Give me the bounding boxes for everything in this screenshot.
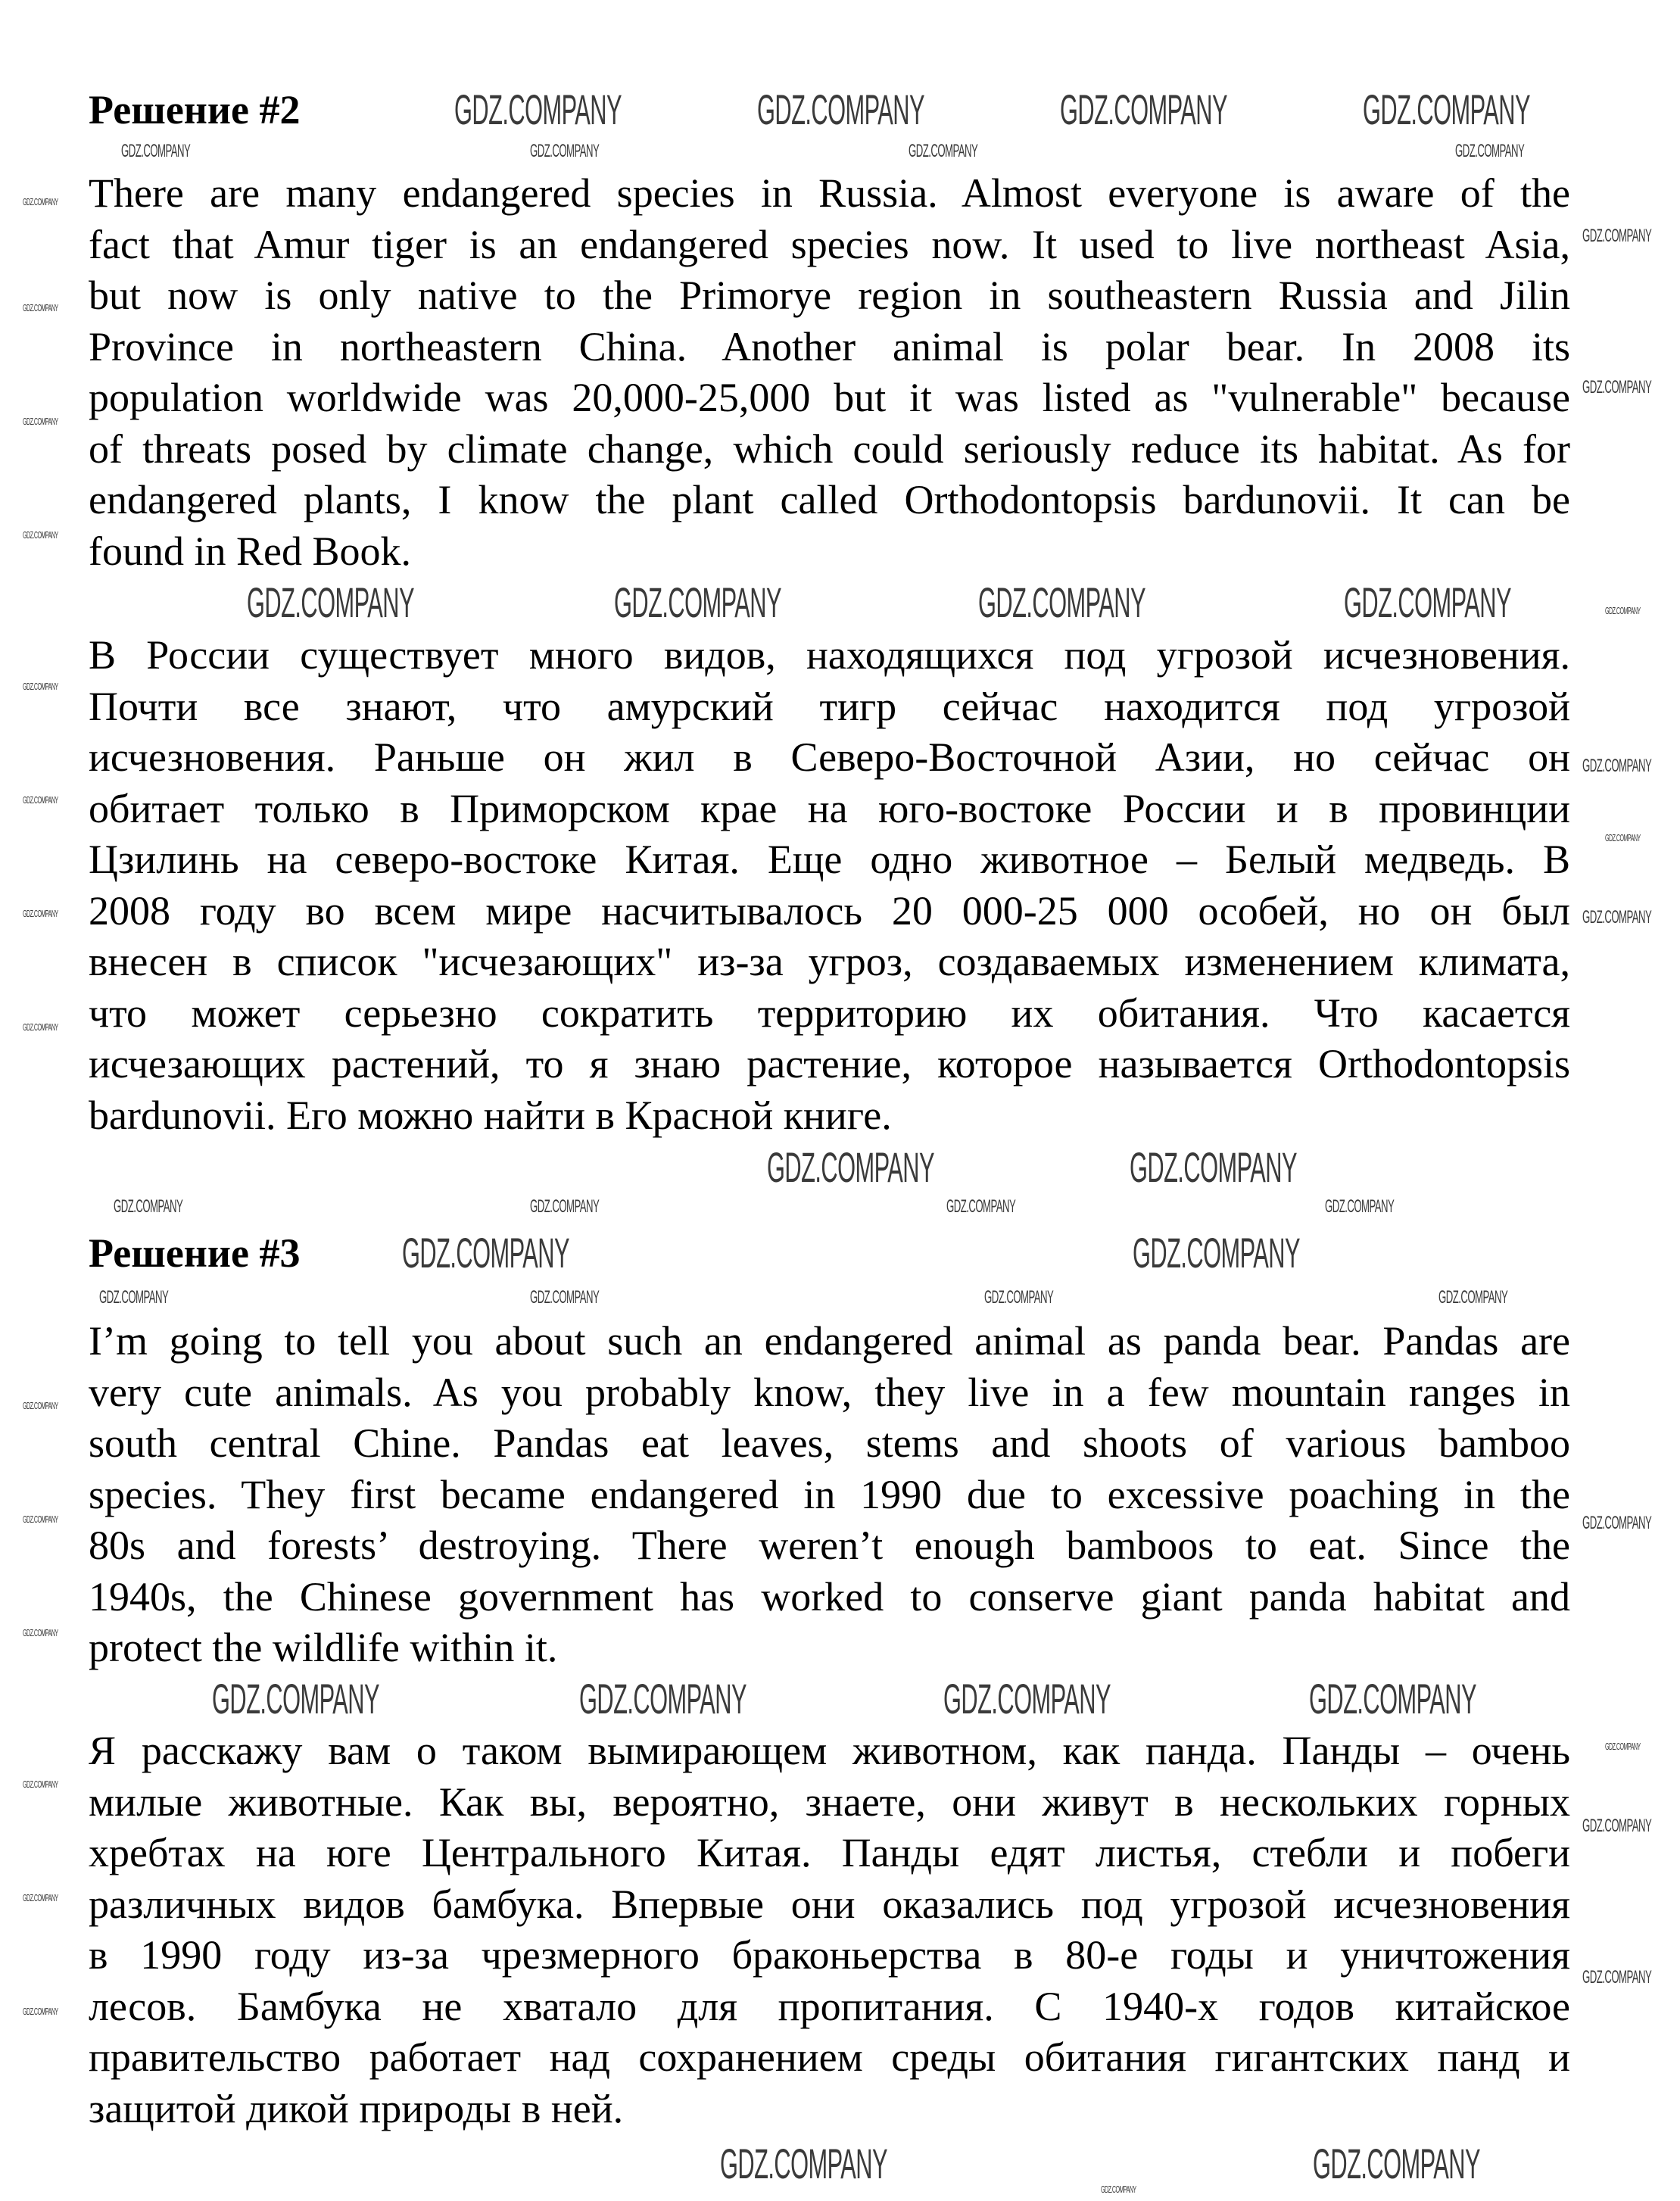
watermark: GDZ.COMPANY [1309,1675,1476,1722]
watermark: GDZ.COMPANY [1363,86,1530,133]
watermark: GDZ.COMPANY [946,1196,1016,1217]
watermark: GDZ.COMPANY [23,529,58,541]
text-line: исчезновения. Раньше он жил в Северо-Восточной Азии, но сейчас он [89,734,1570,780]
watermark: GDZ.COMPANY [767,1143,934,1191]
section-heading: Решение #2 [89,87,301,132]
watermark: GDZ.COMPANY [1455,141,1525,161]
watermark: GDZ.COMPANY [99,1287,169,1308]
text-line: protect the wildlife within it. [89,1625,558,1670]
watermark: GDZ.COMPANY [1101,2184,1136,2195]
text-line: I’m going to tell you about such an endangered animal as panda bear. Pandas are [89,1318,1570,1364]
paragraph-russian-1 [89,630,1570,1141]
text-line: исчезающих растений, то я знаю растение, которое называется Orthodontopsis [89,1041,1570,1086]
watermark: GDZ.COMPANY [23,416,58,427]
text-line: but now is only native to the Primorye region in southeastern Russia and Jilin [89,273,1570,318]
watermark: GDZ.COMPANY [1313,2140,1480,2187]
watermark: GDZ.COMPANY [1325,1196,1395,1217]
watermark: GDZ.COMPANY [909,141,978,161]
watermark: GDZ.COMPANY [23,681,58,692]
watermark: GDZ.COMPANY [23,302,58,313]
watermark: GDZ.COMPANY [212,1675,379,1722]
watermark: GDZ.COMPANY [454,86,622,133]
watermark: GDZ.COMPANY [247,578,414,626]
text-line: обитает только в Приморском крае на юго-востоке России и в провинции [89,785,1570,831]
text-line: различных видов бамбука. Впервые они оказались под угрозой исчезновения [89,1881,1570,1927]
paragraph-english-2 [89,1316,1570,1674]
watermark: GDZ.COMPANY [943,1675,1111,1722]
watermark: GDZ.COMPANY [23,1779,58,1790]
text-line: внесен в список "исчезающих" из-за угроз, создаваемых изменением климата, [89,939,1570,984]
watermark: GDZ.COMPANY [23,908,58,919]
text-line: В России существует много видов, находящихся под угрозой исчезновения. [89,632,1570,678]
text-line: Цзилинь на северо-востоке Китая. Еще одно животное – Белый медведь. В [89,837,1570,882]
watermark: GDZ.COMPANY [1130,1143,1297,1191]
text-line: south central Chine. Pandas eat leaves, stems and shoots of various bamboo [89,1420,1570,1466]
text-line: правительство работает над сохранением среды обитания гигантских панд и [89,2034,1570,2080]
watermark: GDZ.COMPANY [984,1287,1054,1308]
text-line: милые животные. Как вы, вероятно, знаете, они живут в нескольких горных [89,1779,1570,1825]
text-line: of threats posed by climate change, which could seriously reduce its habitat. As for [89,426,1570,472]
text-line: защитой дикой природы в ней. [89,2085,624,2131]
watermark: GDZ.COMPANY [1582,226,1652,246]
text-line: Почти все знают, что амурский тигр сейчас находится под угрозой [89,683,1570,729]
watermark: GDZ.COMPANY [757,86,924,133]
watermark: GDZ.COMPANY [978,578,1145,626]
watermark: GDZ.COMPANY [1605,605,1641,616]
watermark: GDZ.COMPANY [114,1196,183,1217]
watermark: GDZ.COMPANY [23,1627,58,1638]
text-line: population worldwide was 20,000-25,000 but it was listed as "vulnerable" because [89,375,1570,420]
text-line: bardunovii. Его можно найти в Красной книге. [89,1092,892,1138]
text-line: very cute animals. As you probably know, they live in a few mountain ranges in [89,1369,1570,1415]
text-line: There are many endangered species in Russia. Almost everyone is aware of the [89,170,1570,216]
watermark: GDZ.COMPANY [121,141,191,161]
watermark: GDZ.COMPANY [1605,1741,1641,1752]
paragraph-russian-2 [89,1726,1570,2134]
watermark: GDZ.COMPANY [23,1021,58,1033]
watermark: GDZ.COMPANY [1582,377,1652,397]
watermark: GDZ.COMPANY [23,196,58,207]
text-line: endangered plants, I know the plant called Orthodontopsis bardunovii. It can be [89,477,1570,522]
text-line: в 1990 году из-за чрезмерного браконьерства в 80-е годы и уничтожения [89,1932,1570,1978]
text-line: found in Red Book. [89,528,411,574]
watermark: GDZ.COMPANY [1582,1967,1652,1987]
watermark: GDZ.COMPANY [1060,86,1227,133]
watermark: GDZ.COMPANY [1605,832,1641,843]
text-line: fact that Amur tiger is an endangered species now. It used to live northeast Asia, [89,221,1570,267]
watermark: GDZ.COMPANY [530,1196,600,1217]
watermark: GDZ.COMPANY [579,1675,746,1722]
text-line: 80s and forests’ destroying. There weren’t enough bamboos to eat. Since the [89,1523,1570,1568]
text-line: Я расскажу вам о таком вымирающем животном, как панда. Панды – очень [89,1728,1570,1773]
text-line: хребтах на юге Центрального Китая. Панды едят листья, стебли и побеги [89,1830,1570,1875]
watermark: GDZ.COMPANY [720,2140,887,2187]
watermark: GDZ.COMPANY [23,1892,58,1903]
watermark: GDZ.COMPANY [23,1400,58,1411]
watermark: GDZ.COMPANY [23,794,58,806]
text-line: 2008 году во всем мире насчитывалось 20 000-25 000 особей, но он был [89,887,1570,934]
watermark: GDZ.COMPANY [1133,1229,1300,1277]
watermark: GDZ.COMPANY [530,1287,600,1308]
text-line: Province in northeastern China. Another animal is polar bear. In 2008 its [89,323,1570,369]
watermark: GDZ.COMPANY [23,2006,58,2017]
text-line: 1940s, the Chinese government has worked to conserve giant panda habitat and [89,1573,1570,1620]
watermark: GDZ.COMPANY [1582,907,1652,927]
section-heading: Решение #3 [89,1230,301,1276]
text-line: species. They first became endangered in 1990 due to excessive poaching in the [89,1471,1570,1517]
text-line: что может серьезно сократить территорию их обитания. Что касается [89,990,1570,1036]
watermark: GDZ.COMPANY [1582,756,1652,776]
watermark: GDZ.COMPANY [402,1229,569,1277]
watermark: GDZ.COMPANY [1438,1287,1508,1308]
watermark: GDZ.COMPANY [1582,1513,1652,1533]
watermark: GDZ.COMPANY [1582,1816,1652,1836]
watermark: GDZ.COMPANY [530,141,600,161]
paragraph-english-1 [89,168,1570,577]
watermark: GDZ.COMPANY [23,1514,58,1525]
text-line: лесов. Бамбука не хватало для пропитания. С 1940-х годов китайское [89,1983,1570,2029]
watermark: GDZ.COMPANY [614,578,781,626]
watermark: GDZ.COMPANY [1344,578,1511,626]
